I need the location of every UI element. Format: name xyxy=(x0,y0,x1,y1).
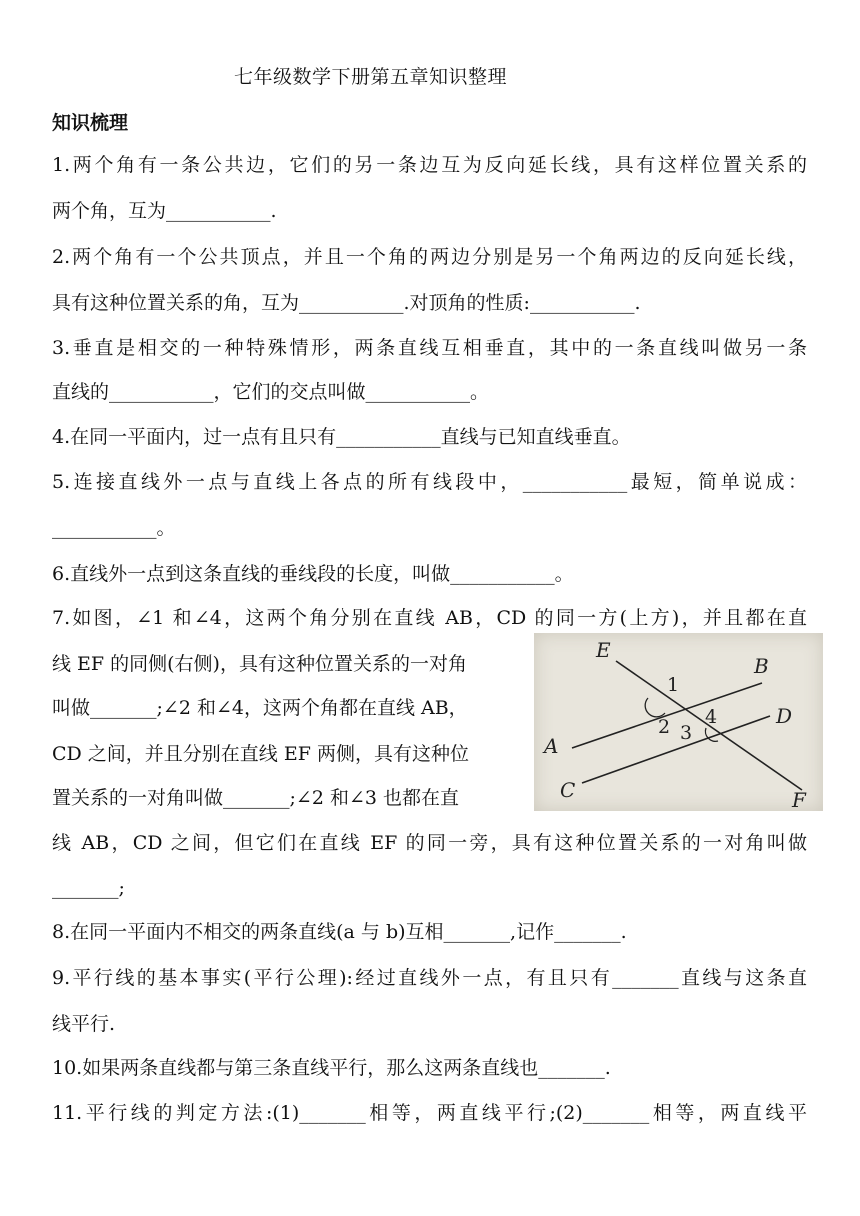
angle-number-1: 1 xyxy=(667,674,680,696)
text-line-12: 线 EF 的同侧(右侧)，具有这种位置关系的一对角 xyxy=(52,653,467,675)
section-heading: 知识梳理 xyxy=(52,112,129,134)
text-line-11: 7.如图，∠1 和∠4，这两个角分别在直线 AB，CD 的同一方(上方)，并且都在直 xyxy=(52,607,807,629)
text-line-3: 2.两个角有一个公共顶点，并且一个角的两边分别是另一个角两边的反向延长线， xyxy=(52,246,807,268)
document-title: 七年级数学下册第五章知识整理 xyxy=(234,66,508,88)
text-line-8: 5.连接直线外一点与直线上各点的所有线段中，___________最短，简单说成： xyxy=(52,471,807,493)
text-line-21: 10.如果两条直线都与第三条直线平行，那么这两条直线也_______. xyxy=(52,1057,611,1079)
angle-arc-upper xyxy=(645,698,665,717)
text-line-6: 直线的___________，它们的交点叫做___________。 xyxy=(52,381,490,403)
text-line-5: 3.垂直是相交的一种特殊情形，两条直线互相垂直，其中的一条直线叫做另一条 xyxy=(52,337,807,359)
label-f: F xyxy=(792,788,806,811)
text-line-17: _______; xyxy=(52,877,125,899)
text-line-15: 置关系的一对角叫做_______;∠2 和∠3 也都在直 xyxy=(52,787,459,809)
text-line-20: 线平行. xyxy=(52,1013,116,1035)
parallel-lines-figure xyxy=(534,633,823,811)
text-line-10: 6.直线外一点到这条直线的垂线段的长度，叫做___________。 xyxy=(52,563,574,585)
text-line-4: 具有这种位置关系的角，互为___________.对顶角的性质:___________. xyxy=(52,292,641,314)
text-line-18: 8.在同一平面内不相交的两条直线(a 与 b)互相_______,记作_______. xyxy=(52,921,627,943)
text-line-2: 两个角，互为___________. xyxy=(52,200,277,222)
text-line-19: 9.平行线的基本事实(平行公理):经过直线外一点，有且只有_______直线与这条直 xyxy=(52,967,807,989)
label-e: E xyxy=(596,638,611,662)
label-d: D xyxy=(776,704,793,728)
angle-number-3: 3 xyxy=(680,722,693,744)
text-line-13: 叫做_______;∠2 和∠4，这两个角都在直线 AB， xyxy=(52,697,468,719)
text-line-1: 1.两个角有一条公共边，它们的另一条边互为反向延长线，具有这样位置关系的 xyxy=(52,154,807,176)
text-line-14: CD 之间，并且分别在直线 EF 两侧，具有这种位 xyxy=(52,743,469,765)
label-c: C xyxy=(560,778,576,802)
angle-number-4: 4 xyxy=(705,706,718,728)
line-cd xyxy=(582,716,770,783)
label-b: B xyxy=(754,654,769,678)
label-a: A xyxy=(544,734,559,758)
text-line-7: 4.在同一平面内，过一点有且只有___________直线与已知直线垂直。 xyxy=(52,426,631,448)
text-line-22: 11.平行线的判定方法:(1)_______相等，两直线平行;(2)_______相等，两直线平 xyxy=(52,1102,807,1124)
text-line-16: 线 AB，CD 之间，但它们在直线 EF 的同一旁，具有这种位置关系的一对角叫做 xyxy=(52,832,807,854)
figure-svg xyxy=(534,633,823,811)
angle-number-2: 2 xyxy=(658,716,671,738)
text-line-9: ___________。 xyxy=(52,517,176,539)
